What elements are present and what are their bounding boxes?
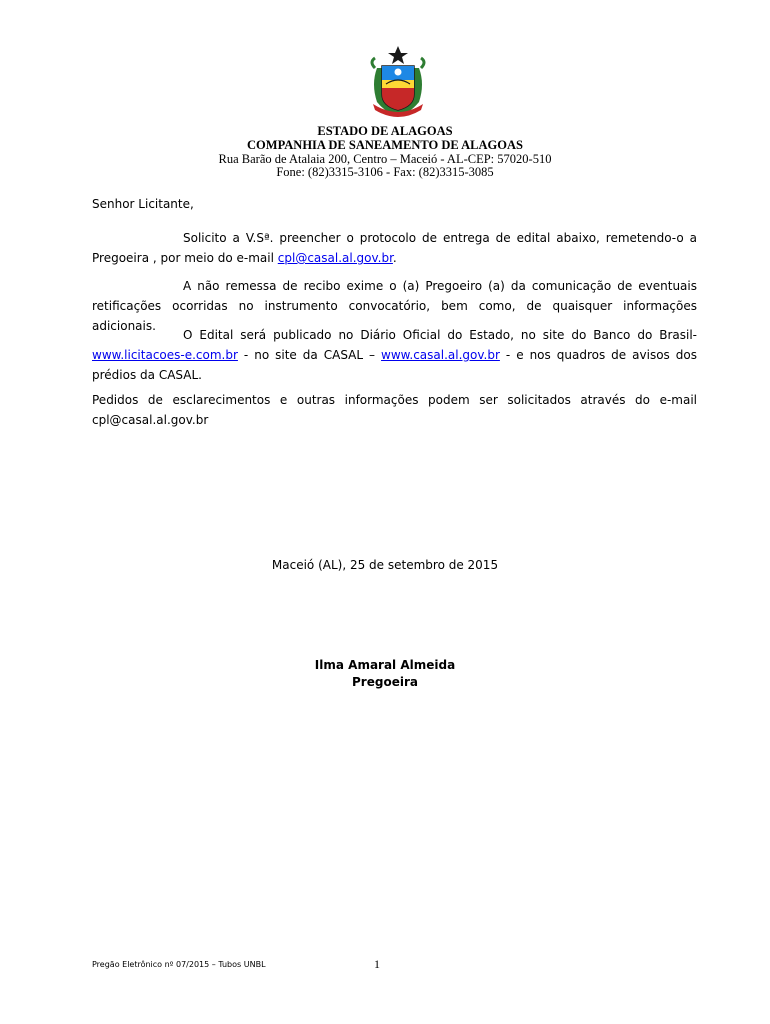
header-company: COMPANHIA DE SANEAMENTO DE ALAGOAS [247,138,523,152]
header-address: Rua Barão de Atalaia 200, Centro – Maceió - AL-CEP: 57020-510 [218,152,552,166]
salutation: Senhor Licitante, [92,197,194,211]
signature-title: Pregoeira [352,675,418,689]
publication-text-3: - e nos quadros de avisos dos prédios da CASAL. [92,348,697,382]
email-link[interactable]: cpl@casal.al.gov.br [277,251,393,265]
paragraph-request-text: Solicito a V.Sª. preencher o protocolo de entrega de edital abaixo, remetendo-o a Pregoeira , por meio do e-mail [92,231,697,265]
page-number: 1 [374,957,380,971]
paragraph-request-end: . [392,251,397,265]
publication-text-2: - no site da CASAL – [237,348,382,362]
signature-name: Ilma Amaral Almeida [314,658,456,672]
date-line: Maceió (AL), 25 de setembro de 2015 [271,558,499,572]
footer-reference: Pregão Eletrônico nº 07/2015 – Tubos UNBL [92,960,266,969]
state-coat-of-arms-icon [369,44,427,118]
header-phone: Fone: (82)3315-3106 - Fax: (82)3315-3085 [276,165,494,179]
paragraph-publication [92,325,697,385]
paragraph-request [92,228,697,268]
paragraph-notice: A não remessa de recibo exime o (a) Pregoeiro (a) da comunicação de eventuais retificações ocorridas no instrumento convocatório, bem como, de quaisquer informações adicionais. [92,279,697,333]
publication-text-1: O Edital será publicado no Diário Oficial do Estado, no site do Banco do Brasil- [183,328,697,342]
licitacoes-link[interactable]: www.licitacoes-e.com.br [92,348,238,362]
paragraph-clarifications: Pedidos de esclarecimentos e outras informações podem ser solicitados através do e-mail cpl@casal.al.gov.br [92,393,697,427]
casal-site-link[interactable]: www.casal.al.gov.br [381,348,500,362]
header-state: ESTADO DE ALAGOAS [317,124,453,138]
